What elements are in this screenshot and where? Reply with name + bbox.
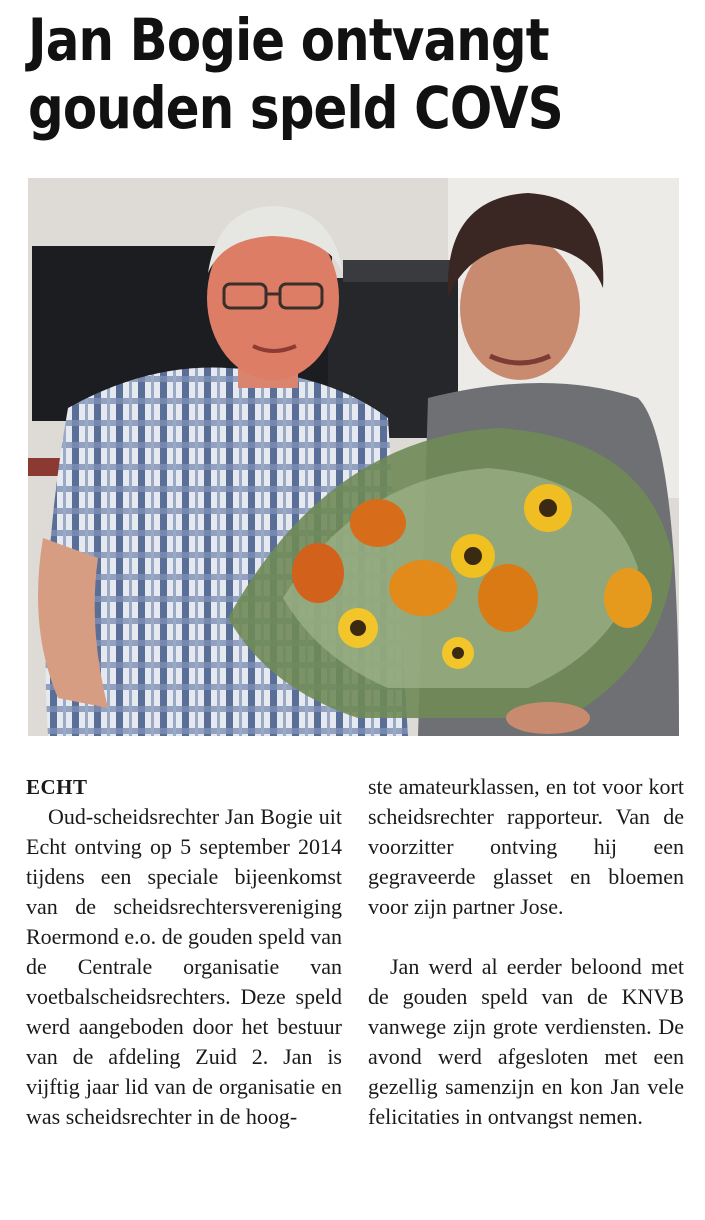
article-column-2 xyxy=(368,772,684,1132)
headline xyxy=(28,6,596,142)
article-photo xyxy=(28,178,679,736)
dateline: ECHT xyxy=(26,775,88,799)
body-paragraph-1-continued: ste amateurklassen, en tot voor kort scheidsrechter rapporteur. Van de voorzitter ontving hij een gegraveerde glasset en bloemen voor zijn partner Jose. xyxy=(368,774,684,919)
headline-line-2: gouden speld COVS xyxy=(28,74,563,142)
headline-line-1: Jan Bogie ontvangt xyxy=(28,6,549,74)
body-paragraph-1: Oud-scheidsrechter Jan Bogie uit Echt ontving op 5 september 2014 tijdens een speciale bijeenkomst van de scheidsrechtersvereniging Roermond e.o. de gouden speld van de Centrale organisatie van voetbalscheidsrechters. Deze speld werd aangeboden door het bestuur van de afdeling Zuid 2. Jan is vijftig jaar lid van de organisatie en was scheidsrechter in de hoog- xyxy=(26,804,342,1129)
body-paragraph-2: Jan werd al eerder beloond met de gouden speld van de KNVB vanwege zijn grote verdiensten. De avond werd afgesloten met een gezellig samenzijn en kon Jan vele felicitaties in ontvangst nemen. xyxy=(368,954,684,1129)
photo-illustration xyxy=(28,178,679,736)
article-column-1 xyxy=(26,772,342,1132)
